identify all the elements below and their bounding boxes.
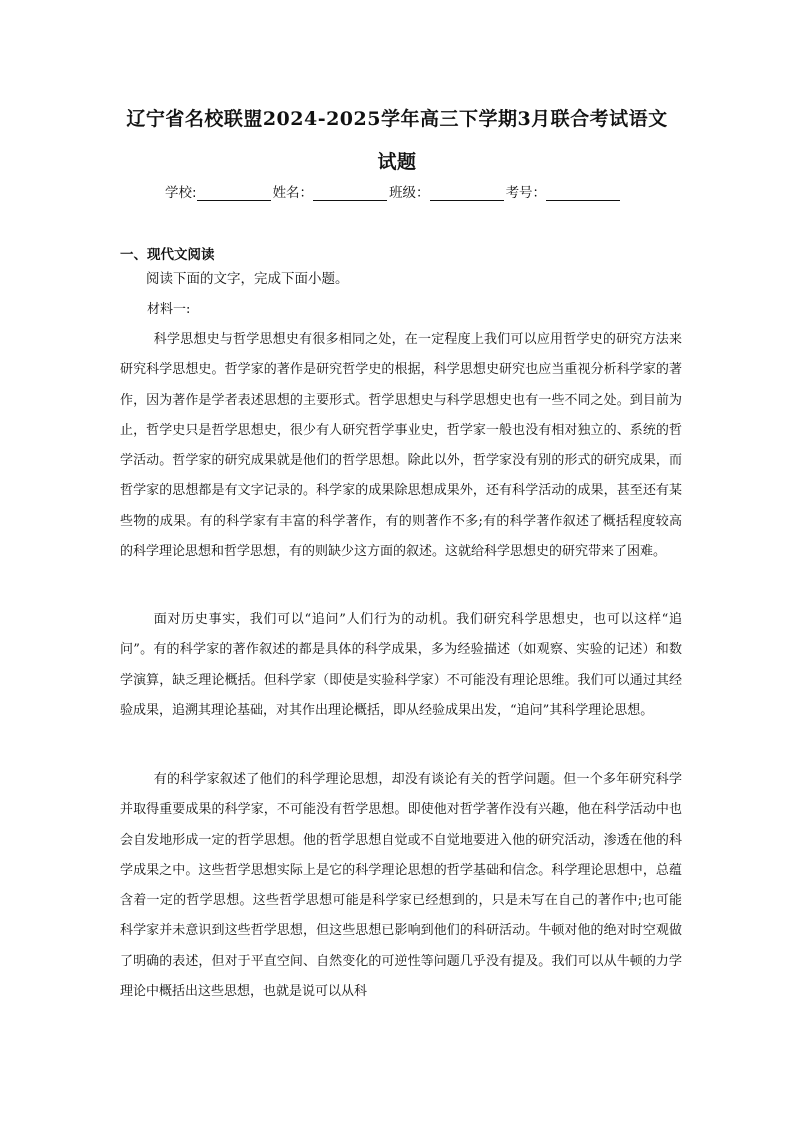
document-title-continued: 试题 [377,151,417,173]
name-label: 姓名： [272,185,314,201]
reading-instruction: 阅读下面的文字，完成下面小题。 [146,271,349,287]
name-blank [313,186,387,201]
school-field [165,181,273,201]
paragraph-text: 科学思想史与哲学思想史有很多相同之处，在一定程度上我们可以应用哲学史的研究方法来研究科学思想史。哲学家的著作是研究哲学史的根据，科学思想史研究也应当重视分析科学家的著作，因为著作是学者表述思想的主要形式。哲学思想史与科学思想史也有一些不同之处。到目前为止，哲学史只是哲学思想史，很少有人研究哲学事业史，哲学家一般也没有相对独立的、系统的哲学活动。哲学家的研究成果就是他们的哲学思想。除此以外，哲学家没有别的形式的研究成果，而哲学家的思想都是有文字记录的。科学家的成果除思想成果外，还有科学活动的成果，甚至还有某些物的成果。有的科学家有丰富的科学著作，有的则著作不多;有的科学著作叙述了概括程度较高的科学理论思想和哲学思想，有的则缺少这方面的叙述。这就给科学思想史的研究带来了困难。 [120,332,682,560]
class-label: 班级： [389,185,430,201]
exam-number-blank [546,186,620,201]
body-paragraph-3 [120,765,682,1007]
paragraph-text: 面对历史事实，我们可以“追问”人们行为的动机。我们研究科学思想史，也可以这样“追问”。有的科学家的著作叙述的都是具体的科学成果，多为经验描述（如观察、实验的记述）和数学演算，缺乏理论概括。但科学家（即使是实验科学家）不可能没有理论思维。我们可以通过其经验成果，追溯其理论基础，对其作出理论概括，即从经验成果出发，“追问”其科学理论思想。 [120,612,682,718]
paragraph-text: 有的科学家叙述了他们的科学理论思想，却没有谈论有关的哲学问题。但一个多年研究科学并取得重要成果的科学家，不可能没有哲学思想。即使他对哲学著作没有兴趣，他在科学活动中也会自发地形成一定的哲学思想。他的哲学思想自觉或不自觉地要进入他的研究活动，渗透在他的科学成果之中。这些哲学思想实际上是它的科学理论思想的哲学基础和信念。科学理论思想中，总蕴含着一定的哲学思想。这些哲学思想可能是科学家已经想到的，只是未写在自己的著作中;也可能科学家并未意识到这些哲学思想，但这些思想已影响到他们的科研活动。牛顿对他的绝对时空观做了明确的表述，但对于平直空间、自然变化的可逆性等问题几乎没有提及。我们可以从牛顿的力学理论中概括出这些思想，也就是说可以从科 [120,772,682,1000]
section-heading: 一、现代文阅读 [120,247,215,263]
class-blank [430,186,504,201]
student-info-row [165,181,635,201]
school-label: 学校: [165,185,197,201]
class-field [389,181,506,201]
exam-number-label: 考号： [505,185,547,201]
school-blank [197,186,271,201]
body-paragraph-1 [120,325,682,567]
exam-number-field [506,181,623,201]
name-field [273,181,390,201]
body-paragraph-2 [120,605,682,726]
document-title: 辽宁省名校联盟2024-2025学年高三下学期3月联合考试语文 [126,108,668,130]
material-label: 材料一: [147,302,191,317]
